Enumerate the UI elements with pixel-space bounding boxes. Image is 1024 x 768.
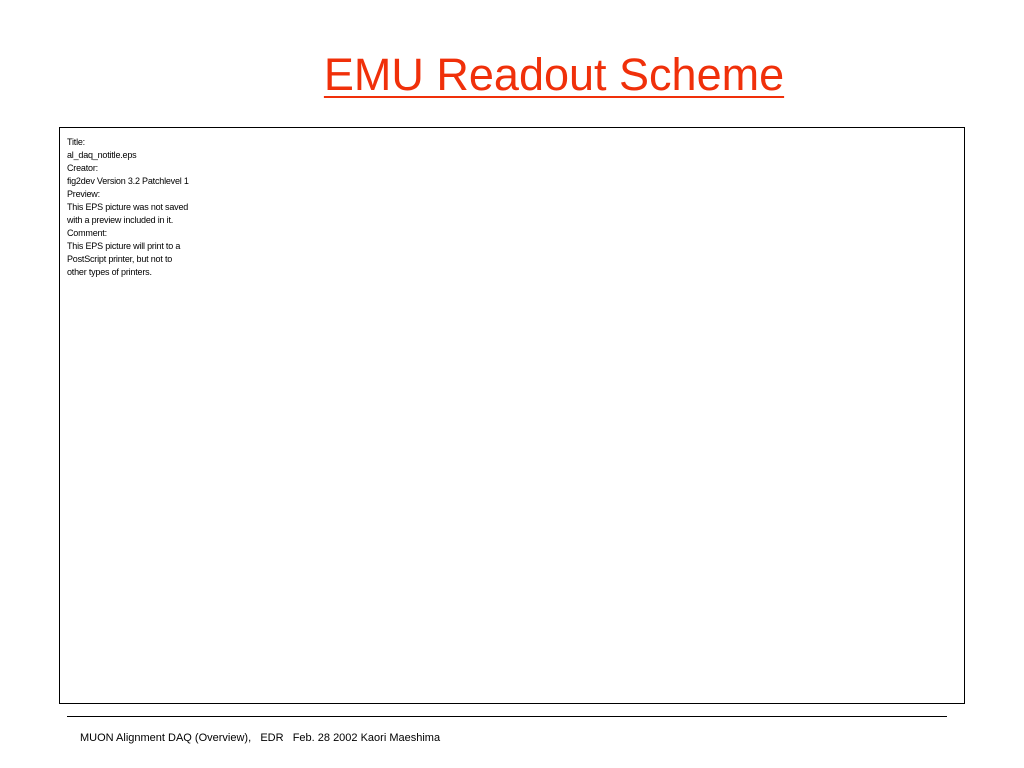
eps-line-comment-value-1: This EPS picture will print to a — [67, 241, 181, 251]
eps-line-preview-value-2: with a preview included in it. — [67, 215, 174, 225]
eps-line-comment-label: Comment: — [67, 228, 107, 238]
footer-text: MUON Alignment DAQ (Overview), EDR Feb. 28 2002 Kaori Maeshima — [80, 732, 441, 744]
eps-line-preview-label: Preview: — [67, 189, 100, 199]
footer-divider — [67, 716, 947, 717]
eps-placeholder-text — [67, 136, 189, 279]
eps-line-creator-label: Creator: — [67, 163, 98, 173]
eps-line-comment-value-2: PostScript printer, but not to — [67, 254, 173, 264]
eps-line-comment-value-3: other types of printers. — [67, 267, 152, 277]
eps-line-title-label: Title: — [67, 137, 85, 147]
eps-figure-placeholder — [59, 127, 965, 704]
eps-line-preview-value-1: This EPS picture was not saved — [67, 202, 189, 212]
eps-line-creator-value: fig2dev Version 3.2 Patchlevel 1 — [67, 176, 189, 186]
slide-title: EMU Readout Scheme — [323, 49, 785, 100]
eps-line-filename: al_daq_notitle.eps — [67, 150, 137, 160]
